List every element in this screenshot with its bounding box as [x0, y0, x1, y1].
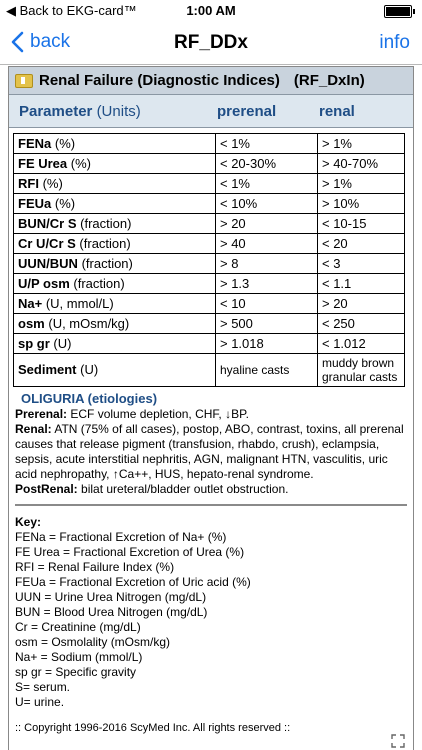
back-to-app-link[interactable]: ◀ Back to EKG-card™ — [6, 3, 137, 18]
header-prerenal: prerenal — [217, 103, 277, 120]
table-row-sediment: Sediment (U) hyaline casts muddy brown granular casts — [14, 354, 405, 387]
copyright-text: :: Copyright 1996-2016 ScyMed Inc. All rights reserved :: — [15, 722, 291, 734]
etiologies-section — [15, 391, 407, 497]
section-code: (RF_DxIn) — [293, 72, 365, 89]
column-header — [9, 95, 413, 128]
table-row: BUN/Cr S (fraction) > 20 < 10-15 — [14, 214, 405, 234]
info-button[interactable]: info — [379, 32, 410, 53]
expand-icon[interactable] — [391, 734, 405, 748]
table-row: RFI (%) < 1% > 1% — [14, 174, 405, 194]
list-item: osm = Osmolality (mOsm/kg) — [15, 635, 171, 649]
list-item: FE Urea = Fractional Excretion of Urea (%) — [15, 545, 245, 559]
key-heading: Key: — [15, 515, 42, 529]
list-item: FEUa = Fractional Excretion of Uric acid (%) — [15, 575, 251, 589]
list-item: RFI = Renal Failure Index (%) — [15, 560, 175, 574]
down-arrow-icon: ↓ — [225, 407, 232, 421]
list-item: S= serum. — [15, 680, 71, 694]
battery-icon — [384, 5, 412, 18]
table-row: FENa (%) < 1% > 1% — [14, 134, 405, 154]
list-item: U= urine. — [15, 695, 65, 709]
renal-line: Renal: ATN (75% of all cases), postop, ABO, contrast, toxins, all prerenal causes that release pigment (transfusion, rhabdo, crush), eclampsia, sepsis, acute interstitial nephritis, AGN, malignant HTN, vasculitis, uric acid nephropathy, ↑Ca++, HUS, hepato-renal syndrome. — [15, 422, 404, 481]
list-item: Na+ = Sodium (mmol/L) — [15, 650, 143, 664]
table-row: U/P osm (fraction) > 1.3 < 1.1 — [14, 274, 405, 294]
section-title-bar — [9, 67, 413, 95]
section-title: Renal Failure (Diagnostic Indices) — [39, 72, 280, 89]
table-row: sp gr (U) > 1.018 < 1.012 — [14, 334, 405, 354]
table-row: Cr U/Cr S (fraction) > 40 < 20 — [14, 234, 405, 254]
postrenal-line: PostRenal: bilat ureteral/bladder outlet obstruction. — [15, 482, 289, 496]
table-row: FE Urea (%) < 20-30% > 40-70% — [14, 154, 405, 174]
status-time: 1:00 AM — [186, 3, 236, 18]
list-item: FENa = Fractional Excretion of Na+ (%) — [15, 530, 227, 544]
divider — [15, 504, 407, 506]
status-bar — [0, 0, 422, 22]
folder-icon — [15, 74, 33, 88]
table-row: osm (U, mOsm/kg) > 500 < 250 — [14, 314, 405, 334]
table-row: FEUa (%) < 10% > 10% — [14, 194, 405, 214]
list-item: BUN = Blood Urea Nitrogen (mg/dL) — [15, 605, 208, 619]
list-item: UUN = Urine Urea Nitrogen (mg/dL) — [15, 590, 207, 604]
back-button-label: back — [30, 31, 71, 52]
key-section — [15, 515, 407, 710]
list-item: Cr = Creatinine (mg/dL) — [15, 620, 141, 634]
prerenal-line: Prerenal: ECF volume depletion, CHF, ↓BP. — [15, 407, 249, 421]
etiologies-heading: OLIGURIA (etiologies) — [21, 391, 158, 406]
table-row: UUN/BUN (fraction) > 8 < 3 — [14, 254, 405, 274]
header-renal: renal — [319, 103, 355, 120]
content-panel[interactable] — [8, 66, 414, 750]
page-title: RF_DDx — [174, 32, 248, 53]
indices-table — [13, 133, 405, 387]
up-arrow-icon: ↑ — [112, 467, 119, 481]
navigation-bar — [0, 22, 422, 65]
table-row: Na+ (U, mmol/L) < 10 > 20 — [14, 294, 405, 314]
header-parameter: Parameter (Units) — [19, 103, 141, 120]
list-item: sp gr = Specific gravity — [15, 665, 137, 679]
